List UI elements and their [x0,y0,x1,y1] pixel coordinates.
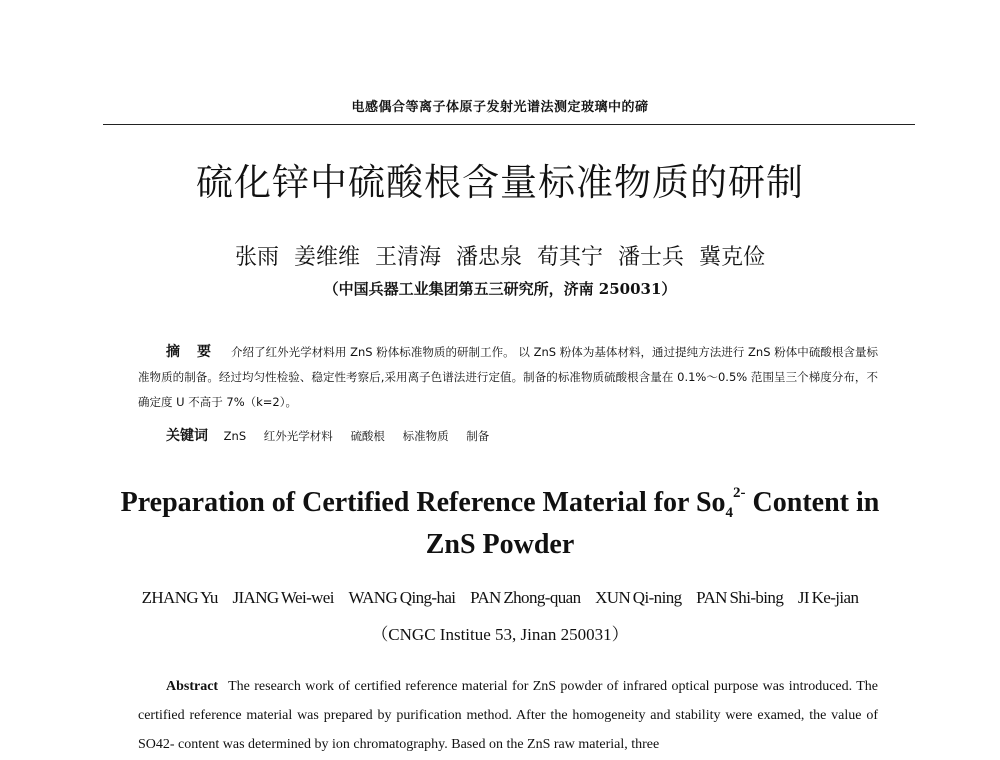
author-en: PAN Zhong-quan [470,588,581,607]
chinese-title: 硫化锌中硫酸根含量标准物质的研制 [196,161,804,204]
author-cn: 冀克俭 [699,245,766,270]
english-abstract-text: The research work of certified reference material for ZnS powder of infrared optical purpose was introduced. The certified reference material was prepared by purification method. After the homogeneity and stability were examed, the value of SO42- content was determined by ion chromatography. Based on the ZnS raw material, three [138,679,878,752]
header-rule [103,124,915,125]
english-title [0,478,1000,560]
author-en: WANG Qing-hai [348,588,456,607]
keyword: 制备 [466,429,490,443]
author-cn: 潘士兵 [618,245,685,270]
english-title-subscript: 4 [725,505,734,521]
keyword: 硫酸根 [350,429,385,443]
english-abstract [138,672,878,759]
chinese-authors [0,240,1000,271]
author-cn: 张雨 [234,245,279,270]
keywords-label: 关键词 [166,428,208,444]
keyword: 标准物质 [402,429,449,443]
author-en: JIANG Wei-wei [232,588,334,607]
english-title-superscript: 2- [733,485,746,501]
keyword: 红外光学材料 [263,429,333,443]
author-en: PAN Shi-bing [696,588,784,607]
running-head: 电感偶合等离子体原子发射光谱法测定玻璃中的碲 [351,100,649,115]
chinese-abstract [138,340,878,415]
english-affiliation: （CNGC Institue 53, Jinan 250031） [371,625,629,644]
english-title-line2: ZnS Powder [425,529,575,560]
keyword: ZnS [223,429,247,443]
english-title-part2: Content in [745,487,880,518]
chinese-abstract-text: 介绍了红外光学材料用 ZnS 粉体标准物质的研制工作。 以 ZnS 粉体为基体材料，通过提纯方法进行 ZnS 粉体中硫酸根含量标准物质的制备。经过均匀性检验、稳定性考察后,采用离子色谱法进行定值。制备的标准物质硫酸根含量在 0.1%～0.5% 范围呈三个梯度分布，不确定度 U 不高于 7%（k=2）。 [138,345,879,409]
chinese-keywords [166,425,866,445]
author-en: XUN Qi-ning [595,588,682,607]
author-cn: 荀其宁 [537,245,604,270]
author-en: JI Ke-jian [797,588,859,607]
english-title-part1: Preparation of Certified Reference Material for So [120,487,726,518]
english-authors [0,588,1000,608]
author-cn: 潘忠泉 [455,245,522,270]
author-en: ZHANG Yu [141,588,218,607]
chinese-abstract-label: 摘 要 [166,344,217,360]
author-cn: 王清海 [374,245,441,270]
author-cn: 姜维维 [293,245,360,270]
english-abstract-label: Abstract [166,679,219,694]
chinese-affiliation: （中国兵器工业集团第五三研究所，济南 250031） [323,280,677,298]
